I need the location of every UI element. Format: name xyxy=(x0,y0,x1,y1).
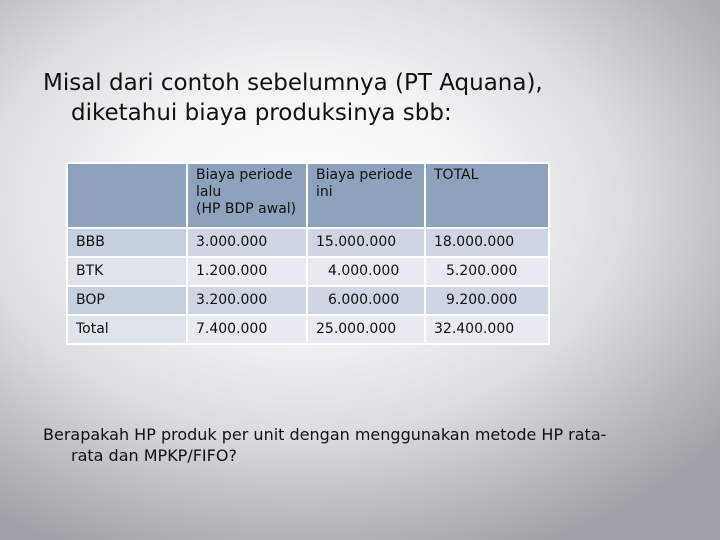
table-cell: 3.000.000 xyxy=(187,228,307,257)
table-cell: 32.400.000 xyxy=(425,315,549,344)
header-text: Biaya periode xyxy=(316,167,413,183)
table-cell: 4.000.000 xyxy=(307,257,425,286)
table-cell: 3.200.000 xyxy=(187,286,307,315)
question-line-2: rata dan MPKP/FIFO? xyxy=(71,446,237,465)
table-cell: 15.000.000 xyxy=(307,228,425,257)
slide-title xyxy=(43,68,683,128)
table-row xyxy=(67,228,549,257)
table-cell: 6.000.000 xyxy=(307,286,425,315)
row-label: Total xyxy=(67,315,187,344)
header-text: (HP BDP awal) xyxy=(196,201,297,217)
table-row xyxy=(67,286,549,315)
question-text xyxy=(43,424,693,466)
row-label: BTK xyxy=(67,257,187,286)
row-label: BBB xyxy=(67,228,187,257)
table-header-row xyxy=(67,163,549,228)
table-row xyxy=(67,315,549,344)
table-cell: 5.200.000 xyxy=(425,257,549,286)
header-cell-prior-period xyxy=(187,163,307,228)
header-cell-total xyxy=(425,163,549,228)
question-line-1: Berapakah HP produk per unit dengan menggunakan metode HP rata- xyxy=(43,425,607,444)
table-cell: 1.200.000 xyxy=(187,257,307,286)
table-cell: 9.200.000 xyxy=(425,286,549,315)
production-cost-table xyxy=(66,162,550,345)
table-cell: 25.000.000 xyxy=(307,315,425,344)
header-text: ini xyxy=(316,184,333,200)
header-cell-current-period xyxy=(307,163,425,228)
table-cell: 18.000.000 xyxy=(425,228,549,257)
header-text: lalu xyxy=(196,184,222,200)
header-cell-empty xyxy=(67,163,187,228)
slide-title-line-1: Misal dari contoh sebelumnya (PT Aquana), xyxy=(43,70,543,96)
header-text: Biaya periode xyxy=(196,167,293,183)
table-cell: 7.400.000 xyxy=(187,315,307,344)
row-label: BOP xyxy=(67,286,187,315)
slide-title-line-2: diketahui biaya produksinya sbb: xyxy=(71,100,452,126)
header-text: TOTAL xyxy=(434,167,479,183)
table-row xyxy=(67,257,549,286)
